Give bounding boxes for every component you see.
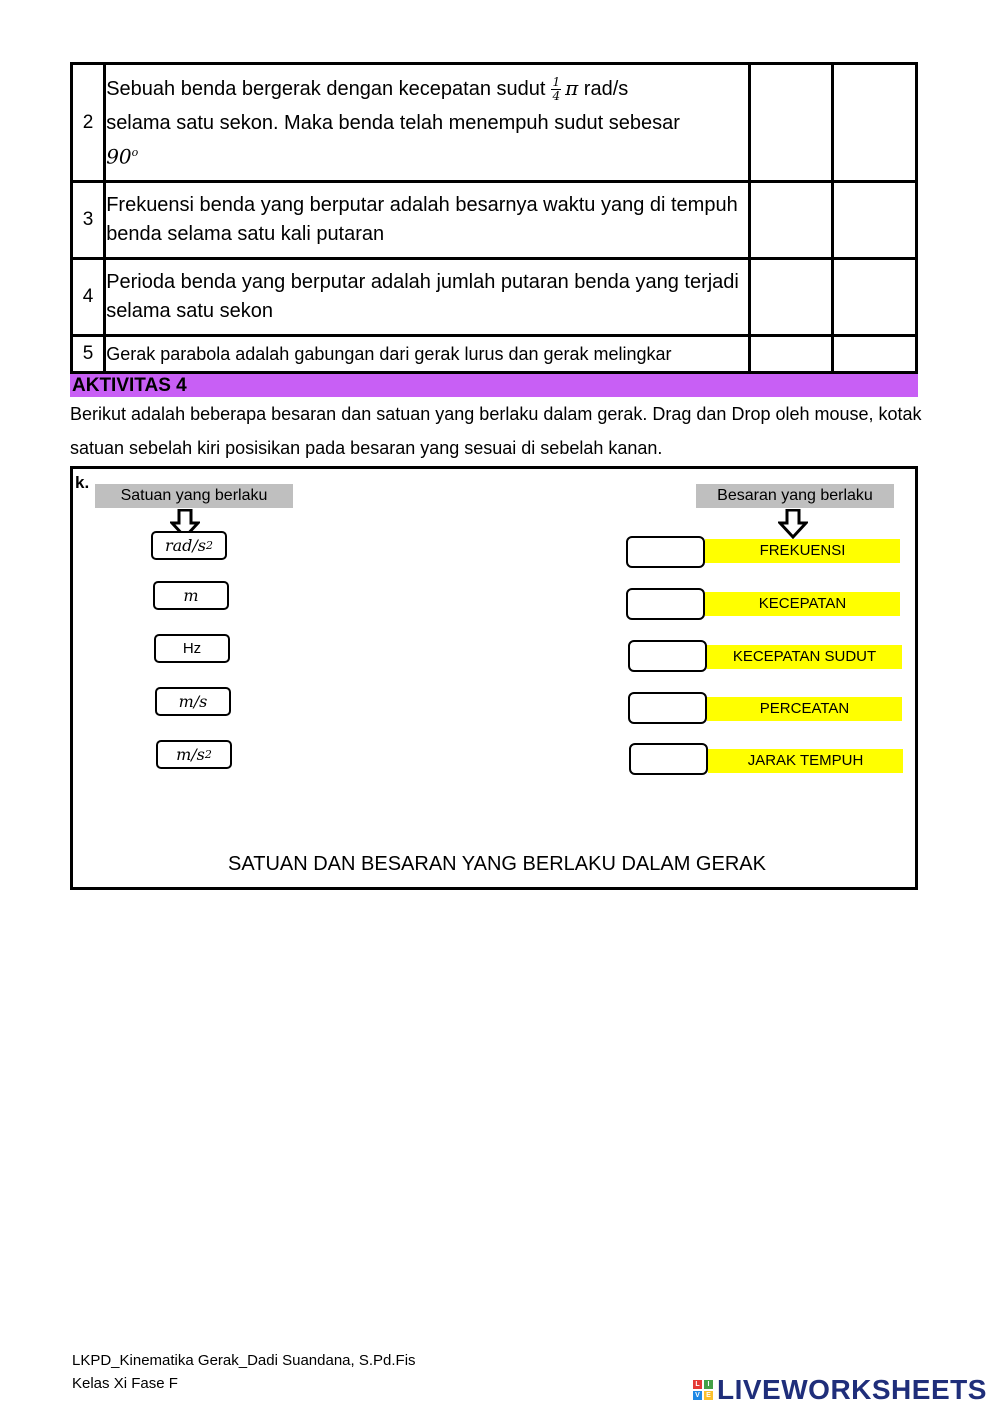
quantity-label: KECEPATAN <box>705 592 900 616</box>
unit-tile-m[interactable] <box>153 581 229 610</box>
statement-text <box>105 64 750 182</box>
drag-drop-area <box>70 466 918 890</box>
quantity-label: PERCEATAN <box>707 697 902 721</box>
row-number: 5 <box>72 336 105 373</box>
footer-class: Kelas Xi Fase F <box>72 1375 178 1392</box>
statement-part: rad/s <box>583 77 629 100</box>
answer-cell-false[interactable] <box>833 64 917 182</box>
drop-target-frekuensi[interactable] <box>626 536 705 568</box>
fraction <box>551 76 561 103</box>
figure-caption: SATUAN DAN BESARAN YANG BERLAKU DALAM GERAK <box>228 853 766 875</box>
down-arrow-icon <box>778 509 808 539</box>
answer-cell-false[interactable] <box>833 259 917 336</box>
logo-tile: L <box>693 1380 702 1389</box>
row-number: 4 <box>72 259 105 336</box>
unit-text: m/s <box>178 692 208 711</box>
drop-target-percepatan[interactable] <box>628 692 707 724</box>
drop-target-jarak-tempuh[interactable] <box>629 743 708 775</box>
unit-tile-rad-s2[interactable] <box>151 531 227 560</box>
statement-text: Perioda benda yang berputar adalah jumlah putaran benda yang terjadi selama satu sekon <box>105 259 750 336</box>
logo-tile: I <box>704 1380 713 1389</box>
unit-tile-m-s2[interactable] <box>156 740 232 769</box>
logo-text: LIVEWORKSHEETS <box>717 1374 987 1405</box>
drop-target-kecepatan-sudut[interactable] <box>628 640 707 672</box>
logo-tile: E <box>704 1391 713 1400</box>
quantity-label: JARAK TEMPUH <box>708 749 903 773</box>
box-label: k. <box>75 473 90 492</box>
quantity-label: FREKUENSI <box>705 539 900 563</box>
fraction-numerator: 1 <box>552 74 561 89</box>
statement-text: Gerak parabola adalah gabungan dari gerak lurus dan gerak melingkar <box>105 336 750 373</box>
unit-tile-m-s[interactable] <box>155 687 231 716</box>
right-header: Besaran yang berlaku <box>696 484 894 508</box>
answer-cell-false[interactable] <box>833 182 917 259</box>
answer-cell-true[interactable] <box>750 64 833 182</box>
row-number: 2 <box>72 64 105 182</box>
unit-text: Hz <box>182 640 202 657</box>
fraction-denominator: 4 <box>552 88 561 103</box>
answer-cell-false[interactable] <box>833 336 917 373</box>
row-number: 3 <box>72 182 105 259</box>
answer-cell-true[interactable] <box>750 182 833 259</box>
left-header: Satuan yang berlaku <box>95 484 293 508</box>
logo-tile: V <box>693 1391 702 1400</box>
statement-part: Sebuah benda bergerak dengan kecepatan sudut <box>106 77 546 100</box>
logo-tiles-icon <box>693 1380 713 1400</box>
unit-exponent: 2 <box>204 748 212 761</box>
degree-superscript: o <box>131 145 139 159</box>
answer-cell-true[interactable] <box>750 336 833 373</box>
activity-instruction: Berikut adalah beberapa besaran dan satuan yang berlaku dalam gerak. Drag dan Drop oleh mouse, kotak satuan sebelah kiri posisikan pada besaran yang sesuai di sebelah kanan. <box>70 404 922 458</box>
unit-tile-hz[interactable] <box>154 634 230 663</box>
footer-author: LKPD_Kinematika Gerak_Dadi Suandana, S.Pd.Fis <box>72 1352 416 1369</box>
activity-title: AKTIVITAS 4 <box>70 374 918 397</box>
table-row <box>72 336 917 373</box>
statement-text: Frekuensi benda yang berputar adalah besarnya waktu yang di tempuh benda selama satu kali putaran <box>105 182 750 259</box>
unit-text: rad/s <box>164 536 207 555</box>
drop-target-kecepatan[interactable] <box>626 588 705 620</box>
angle-number: 90 <box>106 144 132 169</box>
unit-text: m <box>183 586 199 605</box>
table-row <box>72 182 917 259</box>
statement-part: selama satu sekon. Maka benda telah menempuh sudut sebesar <box>106 111 680 134</box>
table-row <box>72 64 917 182</box>
unit-exponent: 2 <box>206 539 214 552</box>
liveworksheets-logo <box>693 1374 987 1406</box>
answer-cell-true[interactable] <box>750 259 833 336</box>
quantity-label: KECEPATAN SUDUT <box>707 645 902 669</box>
table-row <box>72 259 917 336</box>
pi-symbol: π <box>565 75 579 100</box>
unit-text: m/s <box>176 745 205 764</box>
angle-value <box>106 138 748 172</box>
true-false-table <box>70 62 918 374</box>
